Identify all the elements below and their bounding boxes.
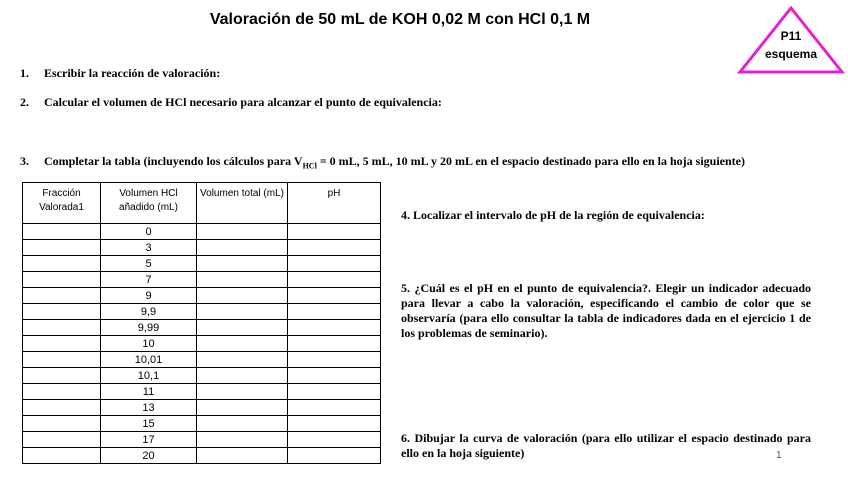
table-row	[23, 304, 381, 320]
question-2	[20, 95, 442, 110]
cell-volume-total[interactable]	[197, 432, 288, 448]
cell-volume-added: 17	[101, 432, 197, 448]
cell-volume-total[interactable]	[197, 384, 288, 400]
cell-fraction[interactable]	[23, 336, 101, 352]
cell-volume-added: 9,9	[101, 304, 197, 320]
cell-fraction[interactable]	[23, 368, 101, 384]
cell-ph[interactable]	[288, 432, 381, 448]
cell-fraction[interactable]	[23, 272, 101, 288]
cell-volume-added: 9	[101, 288, 197, 304]
cell-fraction[interactable]	[23, 400, 101, 416]
table-row	[23, 272, 381, 288]
cell-volume-total[interactable]	[197, 336, 288, 352]
cell-ph[interactable]	[288, 368, 381, 384]
question-text: Escribir la reacción de valoración:	[44, 66, 221, 80]
header-fraction: Fracción Valorada1	[23, 183, 101, 224]
table-row	[23, 448, 381, 464]
page-title: Valoración de 50 mL de KOH 0,02 M con HCl 0,1 M	[209, 11, 591, 28]
cell-volume-added: 11	[101, 384, 197, 400]
cell-fraction[interactable]	[23, 416, 101, 432]
badge-label: esquema	[764, 47, 818, 61]
question-6: 6. Dibujar la curva de valoración (para ello utilizar el espacio destinado para ello en la hoja siguiente)	[401, 431, 811, 460]
badge-code: P11	[780, 29, 802, 43]
cell-ph[interactable]	[288, 224, 381, 240]
question-text-cont: = 0 mL, 5 mL, 10 mL y 20 mL en el espacio destinado para ello en la hoja siguiente)	[316, 154, 745, 168]
table-header-row	[23, 183, 381, 224]
question-subscript: HCl	[302, 161, 317, 171]
cell-fraction[interactable]	[23, 352, 101, 368]
cell-ph[interactable]	[288, 400, 381, 416]
cell-ph[interactable]	[288, 336, 381, 352]
cell-volume-total[interactable]	[197, 448, 288, 464]
cell-fraction[interactable]	[23, 288, 101, 304]
table-row	[23, 320, 381, 336]
table-row	[23, 224, 381, 240]
cell-ph[interactable]	[288, 256, 381, 272]
cell-volume-total[interactable]	[197, 416, 288, 432]
question-4: 4. Localizar el intervalo de pH de la región de equivalencia:	[401, 208, 705, 222]
cell-volume-added: 20	[101, 448, 197, 464]
table-row	[23, 336, 381, 352]
cell-fraction[interactable]	[23, 256, 101, 272]
cell-volume-total[interactable]	[197, 240, 288, 256]
table-row	[23, 352, 381, 368]
cell-volume-added: 10,1	[101, 368, 197, 384]
header-volume-added: Volumen HCl añadido (mL)	[101, 183, 197, 224]
cell-ph[interactable]	[288, 448, 381, 464]
cell-volume-total[interactable]	[197, 352, 288, 368]
cell-volume-added: 10,01	[101, 352, 197, 368]
question-5: 5. ¿Cuál es el pH en el punto de equivalencia?. Elegir un indicador adecuado para llevar a cabo la valoración, especificando el cambio de color que se observaría (para ello consultar la tabla de indicadores dada en el ejercicio 1 de los problemas de seminario).	[401, 281, 811, 340]
cell-volume-total[interactable]	[197, 304, 288, 320]
question-text: Completar la tabla (incluyendo los cálculos para V	[44, 154, 303, 168]
cell-fraction[interactable]	[23, 432, 101, 448]
table-row	[23, 368, 381, 384]
cell-fraction[interactable]	[23, 448, 101, 464]
cell-fraction[interactable]	[23, 224, 101, 240]
cell-ph[interactable]	[288, 288, 381, 304]
question-number: 2.	[20, 95, 29, 109]
cell-volume-added: 0	[101, 224, 197, 240]
cell-volume-added: 9,99	[101, 320, 197, 336]
cell-fraction[interactable]	[23, 384, 101, 400]
table-row	[23, 256, 381, 272]
cell-volume-total[interactable]	[197, 288, 288, 304]
cell-volume-total[interactable]	[197, 224, 288, 240]
table-row	[23, 240, 381, 256]
cell-fraction[interactable]	[23, 304, 101, 320]
table-row	[23, 416, 381, 432]
cell-ph[interactable]	[288, 304, 381, 320]
cell-volume-added: 10	[101, 336, 197, 352]
cell-ph[interactable]	[288, 240, 381, 256]
table-row	[23, 432, 381, 448]
cell-volume-total[interactable]	[197, 272, 288, 288]
cell-volume-total[interactable]	[197, 400, 288, 416]
cell-volume-added: 7	[101, 272, 197, 288]
cell-volume-total[interactable]	[197, 256, 288, 272]
titration-table	[22, 182, 381, 464]
cell-volume-total[interactable]	[197, 320, 288, 336]
cell-volume-added: 3	[101, 240, 197, 256]
header-ph: pH	[288, 183, 381, 224]
cell-ph[interactable]	[288, 384, 381, 400]
page-number: 1	[776, 450, 782, 461]
table-row	[23, 400, 381, 416]
cell-volume-total[interactable]	[197, 368, 288, 384]
cell-ph[interactable]	[288, 416, 381, 432]
cell-ph[interactable]	[288, 320, 381, 336]
cell-fraction[interactable]	[23, 320, 101, 336]
question-text: Calcular el volumen de HCl necesario para alcanzar el punto de equivalencia:	[44, 95, 442, 109]
cell-volume-added: 15	[101, 416, 197, 432]
cell-volume-added: 5	[101, 256, 197, 272]
cell-volume-added: 13	[101, 400, 197, 416]
question-1	[20, 66, 220, 81]
table-row	[23, 288, 381, 304]
table-row	[23, 384, 381, 400]
cell-fraction[interactable]	[23, 240, 101, 256]
cell-ph[interactable]	[288, 352, 381, 368]
question-number: 3.	[20, 154, 29, 168]
cell-ph[interactable]	[288, 272, 381, 288]
header-volume-total: Volumen total (mL)	[197, 183, 288, 224]
question-3	[20, 154, 745, 170]
question-number: 1.	[20, 66, 29, 80]
